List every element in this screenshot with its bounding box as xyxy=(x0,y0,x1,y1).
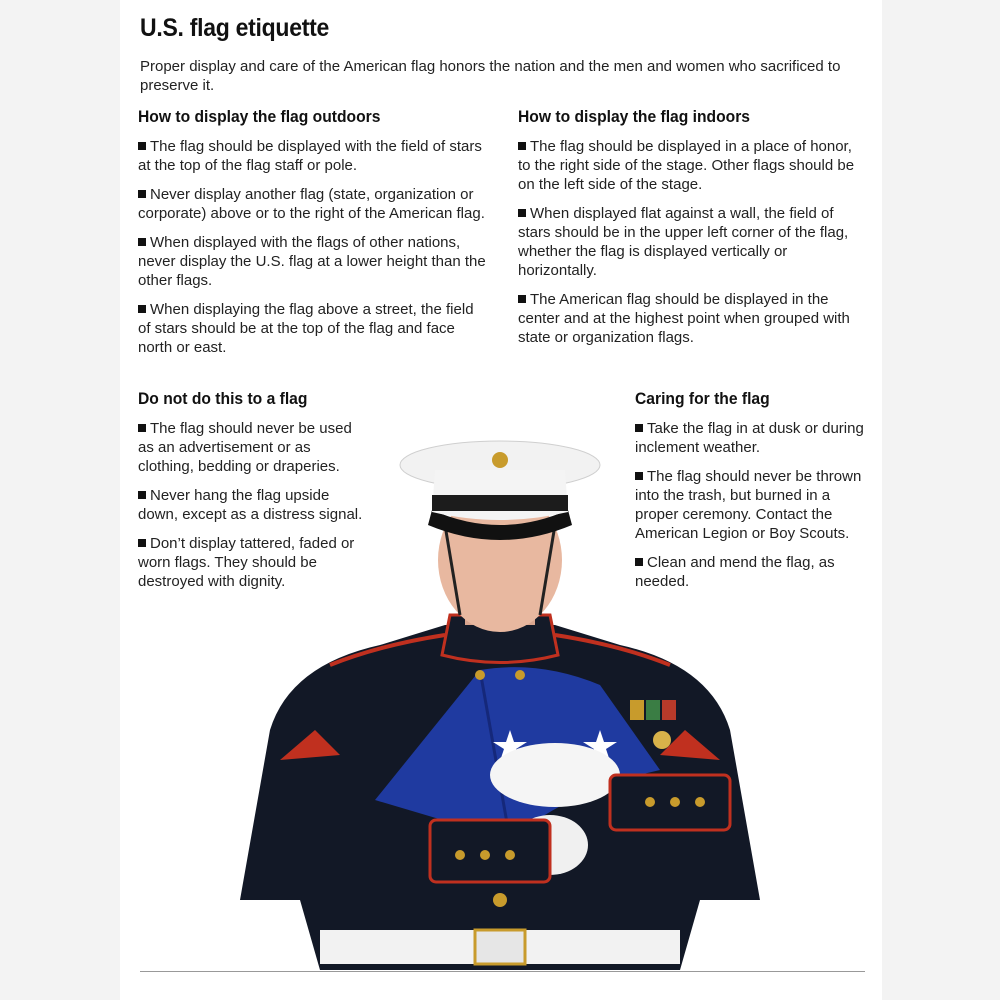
glove-top xyxy=(490,743,620,807)
list-item: The flag should be displayed in a place of honor, to the right side of the stage. Other flags should be on the left side of the stage. xyxy=(518,138,855,193)
bottom-divider xyxy=(140,971,865,972)
medal-ribbon-1 xyxy=(630,700,644,720)
bullet-icon xyxy=(138,491,146,499)
section-heading: Caring for the flag xyxy=(635,389,770,408)
belt-buckle xyxy=(475,930,525,964)
section-heading: How to display the flag outdoors xyxy=(138,107,381,126)
bullet-icon xyxy=(138,238,146,246)
cuff-left xyxy=(430,820,550,882)
bullet-icon xyxy=(138,142,146,150)
medal xyxy=(653,731,671,749)
item-list xyxy=(518,137,863,347)
list-item: Don’t display tattered, faded or worn flags. They should be destroyed with dignity. xyxy=(138,535,355,590)
section-indoors xyxy=(518,107,863,357)
list-item: The flag should be displayed with the field of stars at the top of the flag staff or pole. xyxy=(138,138,482,174)
section-do-not xyxy=(138,389,368,601)
section-caring xyxy=(635,389,870,601)
bullet-icon xyxy=(635,558,643,566)
cuff-button xyxy=(455,850,465,860)
bullet-icon xyxy=(518,209,526,217)
cap-band xyxy=(432,495,568,511)
bullet-icon xyxy=(518,295,526,303)
bullet-icon xyxy=(138,190,146,198)
cuff-button xyxy=(670,797,680,807)
list-item: Take the flag in at dusk or during inclement weather. xyxy=(635,420,864,456)
list-item: Clean and mend the flag, as needed. xyxy=(635,554,835,590)
list-item: Never display another flag (state, organization or corporate) above or to the right of the American flag. xyxy=(138,186,485,222)
medal-ribbon-2 xyxy=(646,700,660,720)
list-item: The flag should never be used as an advertisement or as clothing, bedding or draperies. xyxy=(138,420,352,475)
bullet-icon xyxy=(138,305,146,313)
item-list xyxy=(138,137,488,357)
list-item: The flag should never be thrown into the trash, but burned in a proper ceremony. Contact the American Legion or Boy Scouts. xyxy=(635,468,862,542)
bullet-icon xyxy=(635,472,643,480)
bullet-icon xyxy=(635,424,643,432)
list-item: When displaying the flag above a street, the field of stars should be at the top of the flag and face north or east. xyxy=(138,301,474,356)
cap-emblem xyxy=(492,452,508,468)
list-item: When displayed with the flags of other nations, never display the U.S. flag at a lower height than the other flags. xyxy=(138,234,486,289)
collar-button xyxy=(475,670,485,680)
list-item: When displayed flat against a wall, the field of stars should be in the upper left corner of the flag, whether the flag is displayed vertically or horizontally. xyxy=(518,205,849,279)
cuff-button xyxy=(480,850,490,860)
bullet-icon xyxy=(138,539,146,547)
item-list xyxy=(635,419,870,591)
infographic-page xyxy=(120,0,882,1000)
page-subtitle: Proper display and care of the American flag honors the nation and the men and women who sacrificed to preserve it. xyxy=(140,58,841,94)
cuff-button xyxy=(505,850,515,860)
cuff-button xyxy=(645,797,655,807)
list-item: Never hang the flag upside down, except as a distress signal. xyxy=(138,487,363,523)
item-list xyxy=(138,419,368,591)
collar-button xyxy=(515,670,525,680)
bullet-icon xyxy=(138,424,146,432)
list-item: The American flag should be displayed in the center and at the highest point when grouped with state or organization flags. xyxy=(518,291,850,346)
section-outdoors xyxy=(138,107,488,367)
cuff-right xyxy=(610,775,730,830)
medal-ribbon-3 xyxy=(662,700,676,720)
section-heading: How to display the flag indoors xyxy=(518,107,751,126)
cuff-button xyxy=(695,797,705,807)
bullet-icon xyxy=(518,142,526,150)
jacket-button xyxy=(493,893,507,907)
page-title: U.S. flag etiquette xyxy=(140,14,330,42)
section-heading: Do not do this to a flag xyxy=(138,389,308,408)
